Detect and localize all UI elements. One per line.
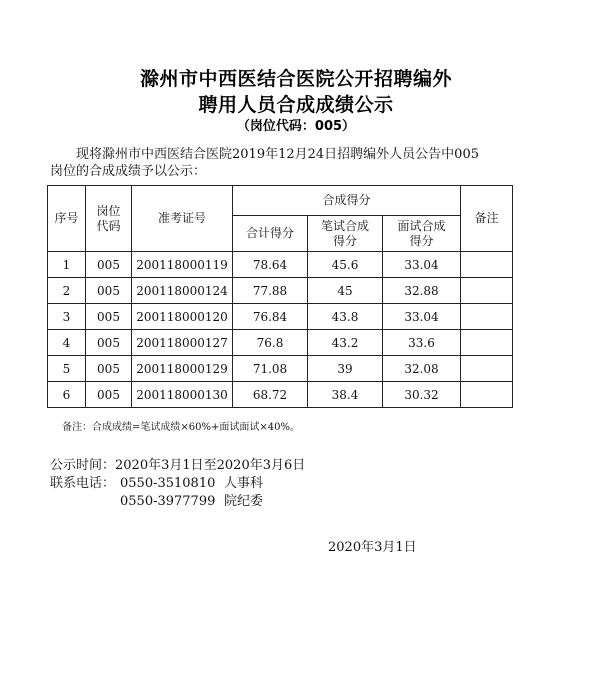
table-row (48, 278, 513, 304)
cell-post-code: 005 (86, 330, 132, 356)
cell-remark (461, 330, 513, 356)
table-row (48, 382, 513, 408)
intro-text-line-1: 现将滁州市中西医结合医院2019年12月24日招聘编外人员公告中005 (76, 147, 479, 162)
cell-seq: 5 (48, 356, 86, 382)
cell-ticket-number: 200118000124 (132, 278, 233, 304)
signature-date: 2020年3月1日 (328, 540, 417, 555)
table-row (48, 304, 513, 330)
cell-remark (461, 304, 513, 330)
cell-ticket-number: 200118000119 (132, 252, 233, 278)
cell-written-score: 45 (308, 278, 383, 304)
cell-ticket-number: 200118000130 (132, 382, 233, 408)
cell-written-score: 43.2 (308, 330, 383, 356)
intro-text-line-2: 岗位的合成成绩予以公示： (50, 164, 207, 179)
phone-number-hr: 0550-3510810 (120, 476, 216, 491)
header-post-code: 岗位代码 (86, 186, 132, 252)
dept-discipline: 院纪委 (224, 494, 264, 509)
cell-post-code: 005 (86, 356, 132, 382)
title-line-1: 滁州市中西医结合医院公开招聘编外 (139, 68, 452, 90)
cell-seq: 1 (48, 252, 86, 278)
cell-interview-score: 32.08 (383, 356, 461, 382)
cell-remark (461, 356, 513, 382)
cell-interview-score: 33.6 (383, 330, 461, 356)
title-line-2: 聘用人员合成成绩公示 (198, 94, 394, 116)
header-remark: 备注 (461, 186, 513, 252)
table-row (48, 330, 513, 356)
header-interview-score: 面试合成得分 (383, 216, 461, 252)
cell-interview-score: 30.32 (383, 382, 461, 408)
cell-remark (461, 382, 513, 408)
table-row (48, 252, 513, 278)
phone-number-discipline: 0550-3977799 (120, 494, 216, 509)
cell-post-code: 005 (86, 278, 132, 304)
contact-row-1 (50, 475, 263, 493)
cell-seq: 3 (48, 304, 86, 330)
cell-interview-score: 32.88 (383, 278, 461, 304)
cell-ticket-number: 200118000129 (132, 356, 233, 382)
cell-total-score: 76.84 (233, 304, 308, 330)
post-code-subtitle: （岗位代码：005） (236, 119, 356, 134)
cell-ticket-number: 200118000120 (132, 304, 233, 330)
cell-remark (461, 252, 513, 278)
header-written-score: 笔试合成得分 (308, 216, 383, 252)
header-ticket-number: 准考证号 (132, 186, 233, 252)
score-table (47, 185, 513, 408)
cell-post-code: 005 (86, 304, 132, 330)
header-total-score: 合计得分 (233, 216, 308, 252)
publicity-period: 公示时间：2020年3月1日至2020年3月6日 (50, 458, 306, 473)
header-seq: 序号 (48, 186, 86, 252)
cell-post-code: 005 (86, 252, 132, 278)
header-composite-score: 合成得分 (233, 186, 461, 216)
contact-label: 联系电话： (50, 476, 116, 491)
cell-interview-score: 33.04 (383, 304, 461, 330)
dept-hr: 人事科 (224, 476, 264, 491)
cell-written-score: 45.6 (308, 252, 383, 278)
cell-total-score: 71.08 (233, 356, 308, 382)
cell-post-code: 005 (86, 382, 132, 408)
cell-total-score: 76.8 (233, 330, 308, 356)
cell-written-score: 39 (308, 356, 383, 382)
table-row (48, 356, 513, 382)
cell-total-score: 77.88 (233, 278, 308, 304)
contact-row-2 (50, 493, 263, 511)
cell-written-score: 43.8 (308, 304, 383, 330)
cell-seq: 2 (48, 278, 86, 304)
cell-total-score: 68.72 (233, 382, 308, 408)
cell-written-score: 38.4 (308, 382, 383, 408)
cell-seq: 6 (48, 382, 86, 408)
cell-seq: 4 (48, 330, 86, 356)
cell-total-score: 78.64 (233, 252, 308, 278)
cell-ticket-number: 200118000127 (132, 330, 233, 356)
cell-remark (461, 278, 513, 304)
table-note: 备注：合成成绩=笔试成绩×60%+面试面试×40%。 (62, 422, 300, 433)
cell-interview-score: 33.04 (383, 252, 461, 278)
